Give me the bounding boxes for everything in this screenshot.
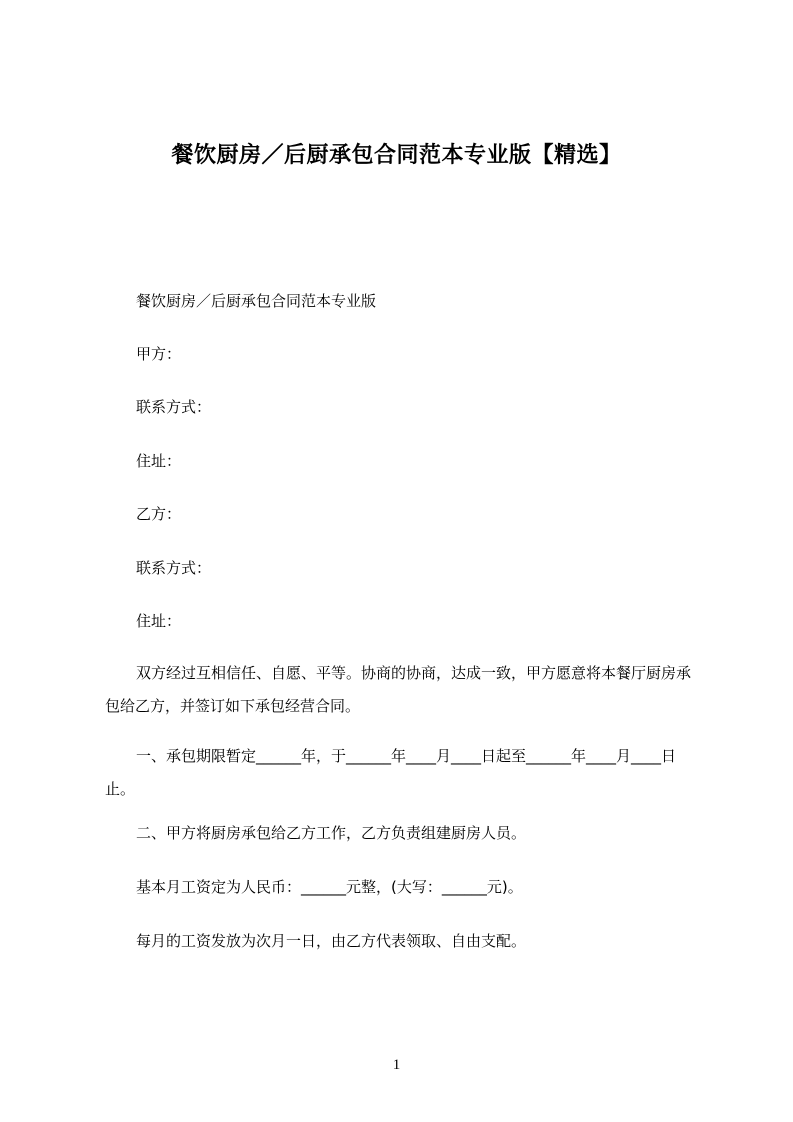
party-b-contact-label: 联系方式： [136,559,212,577]
document-title: 餐饮厨房／后厨承包合同范本专业版【精选】 [171,143,622,168]
party-a-contact-label: 联系方式： [136,398,212,416]
document-subtitle: 餐饮厨房／后厨承包合同范本专业版 [136,292,377,310]
party-b-address-label: 住址： [136,612,182,630]
clause-1-paragraph [105,740,705,806]
intro-paragraph [105,657,705,723]
page-number: 1 [392,1057,401,1073]
party-b-label: 乙方： [136,505,182,523]
payment-paragraph: 每月的工资发放为次月一日，由乙方代表领取、自由支配。 [136,932,527,950]
clause-2-paragraph: 二、甲方将厨房承包给乙方工作，乙方负责组建厨房人员。 [136,824,527,842]
party-a-label: 甲方： [136,345,182,363]
intro-text: 双方经过互相信任、自愿、平等。协商的协商，达成一致，甲方愿意将本餐厅厨房承包给乙方，并签订如下承包经营合同。 [105,664,692,715]
clause-1-text: 一、承包期限暂定______年，于______年____月____日起至______年____月____日止。 [105,747,677,798]
salary-paragraph: 基本月工资定为人民币：______元整，(大写：______元)。 [136,878,523,896]
party-a-address-label: 住址： [136,452,182,470]
